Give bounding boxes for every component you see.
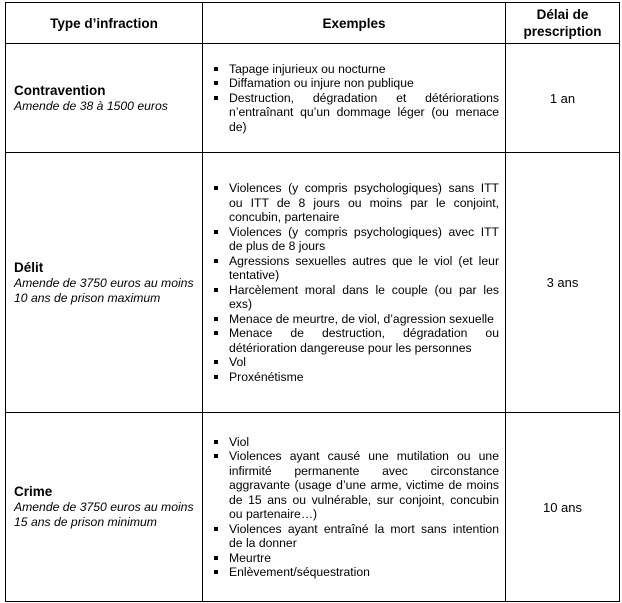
table-row-contravention bbox=[6, 44, 620, 153]
header-examples: Exemples bbox=[203, 3, 506, 44]
header-delay-line2: prescription bbox=[523, 24, 602, 39]
header-delay bbox=[506, 3, 620, 44]
list-item: Enlèvement/séquestration bbox=[203, 565, 499, 580]
type-cell bbox=[6, 44, 203, 153]
type-name: Contravention bbox=[14, 82, 106, 98]
list-item: Menace de destruction, dégradation ou détérioration dangereuse pour les personnes bbox=[203, 326, 499, 355]
list-item: Violences (y compris psychologiques) sans ITT ou ITT de 8 jours ou moins par le conjoint, concubin, partenaire bbox=[203, 181, 499, 225]
list-item: Violences ayant causé une mutilation ou une infirmité permanente avec circonstance aggravante (usage d’une arme, victime de moins de 15 ans ou vulnérable, sur conjoint, concubin ou partenaire…) bbox=[203, 449, 499, 522]
list-item: Diffamation ou injure non publique bbox=[203, 76, 499, 91]
type-desc: Amende de 3750 euros au moins bbox=[14, 500, 194, 514]
examples-list bbox=[203, 62, 499, 135]
table-row-crime bbox=[6, 413, 620, 602]
type-desc: 15 ans de prison minimum bbox=[14, 515, 157, 529]
infractions-table bbox=[5, 2, 620, 602]
list-item: Vol bbox=[203, 355, 499, 370]
table-row-delit bbox=[6, 153, 620, 413]
examples-cell bbox=[203, 44, 506, 153]
delay-cell: 10 ans bbox=[506, 413, 620, 602]
list-item: Violences (y compris psychologiques) avec ITT de plus de 8 jours bbox=[203, 225, 499, 254]
examples-cell bbox=[203, 153, 506, 413]
examples-list bbox=[203, 181, 499, 384]
list-item: Menace de meurtre, de viol, d’agression sexuelle bbox=[203, 312, 499, 327]
list-item: Meurtre bbox=[203, 551, 499, 566]
list-item: Agressions sexuelles autres que le viol (et leur tentative) bbox=[203, 254, 499, 283]
list-item: Harcèlement moral dans le couple (ou par les exs) bbox=[203, 283, 499, 312]
list-item: Viol bbox=[203, 435, 499, 450]
delay-cell: 1 an bbox=[506, 44, 620, 153]
header-delay-line1: Délai de bbox=[536, 7, 589, 22]
type-cell bbox=[6, 153, 203, 413]
list-item: Tapage injurieux ou nocturne bbox=[203, 62, 499, 77]
type-desc: 10 ans de prison maximum bbox=[14, 290, 161, 305]
header-type: Type d’infraction bbox=[6, 3, 203, 44]
examples-cell bbox=[203, 413, 506, 602]
type-desc: Amende de 3750 euros au moins bbox=[14, 275, 194, 290]
type-name: Crime bbox=[14, 484, 53, 499]
list-item: Proxénétisme bbox=[203, 370, 499, 385]
header-row bbox=[6, 3, 620, 44]
list-item: Destruction, dégradation et détériorations n’entraînant qu’un dommage léger (ou menace de) bbox=[203, 91, 499, 135]
delay-cell: 3 ans bbox=[506, 153, 620, 413]
type-cell bbox=[6, 413, 203, 602]
type-name: Délit bbox=[14, 259, 44, 275]
type-desc: Amende de 38 à 1500 euros bbox=[14, 98, 168, 113]
list-item: Violences ayant entraîné la mort sans intention de la donner bbox=[203, 522, 499, 551]
examples-list bbox=[203, 435, 499, 580]
